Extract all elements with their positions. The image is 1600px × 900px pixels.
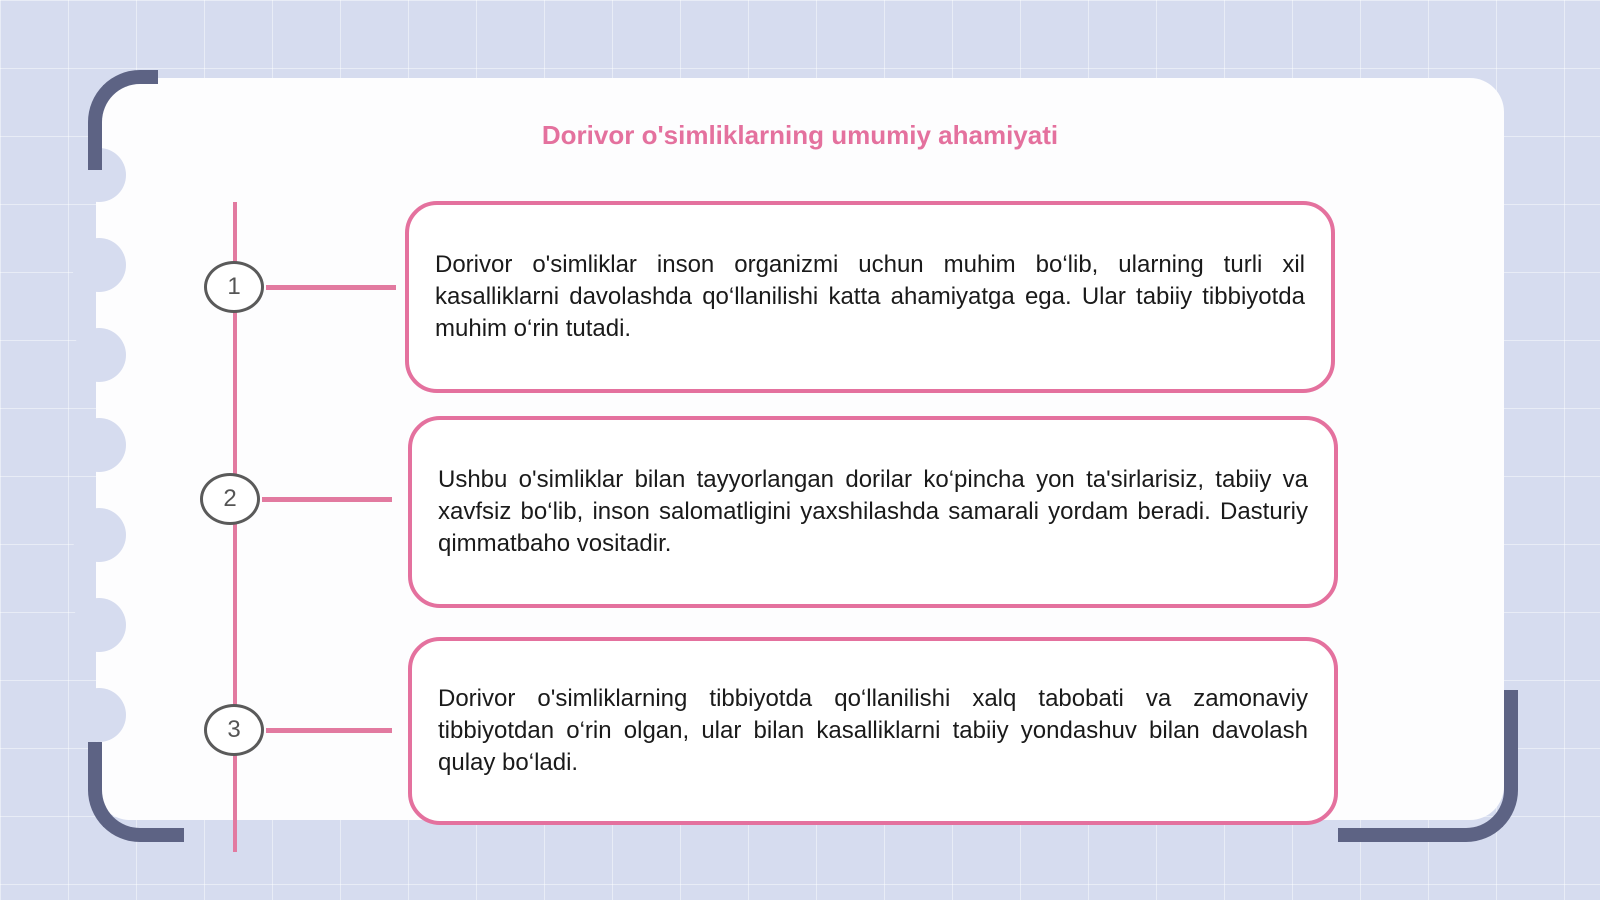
step-text: Dorivor o'simliklar inson organizmi uchun muhim bo‘lib, ularning turli xil kasalliklarni davolashda qo‘llanilishi katta ahamiyatga ega. Ular tabiiy tibbiyotda muhim o‘rin tutadi. [435,251,1305,342]
paper-notch [72,238,126,292]
step-number-circle [204,704,264,756]
step-number: 2 [223,485,237,512]
paper-notch [72,688,126,742]
step-card [405,201,1335,393]
frame-corner-top-left [88,70,158,170]
step-number: 3 [227,716,241,743]
frame-corner-bottom-right [1338,690,1518,842]
step-number-circle [204,261,264,313]
timeline-connector [262,497,392,502]
paper-notch [72,508,126,562]
step-card [408,637,1338,825]
slide-title: Dorivor o'simliklarning umumiy ahamiyati [541,120,1059,150]
step-card [408,416,1338,608]
paper-notch [72,328,126,382]
step-number-circle [200,473,260,525]
paper-notch [72,598,126,652]
paper-notch [72,418,126,472]
step-number: 1 [227,273,241,300]
frame-corner-bottom-left [88,742,184,842]
step-text: Dorivor o'simliklarning tibbiyotda qo‘llanilishi xalq tabobati va zamonaviy tibbiyotdan o‘rin olgan, ular bilan kasalliklarni tabiiy yondashuv bilan davolash qulay bo‘ladi. [438,685,1308,776]
timeline-connector [266,285,396,290]
step-text: Ushbu o'simliklar bilan tayyorlangan dorilar ko‘pincha yon ta'sirlarisiz, tabiiy va xavfsiz bo‘lib, inson salomatligini yaxshilashda samarali yordam beradi. Dasturiy qimmatbaho vositadir. [438,466,1308,557]
timeline-connector [266,728,392,733]
